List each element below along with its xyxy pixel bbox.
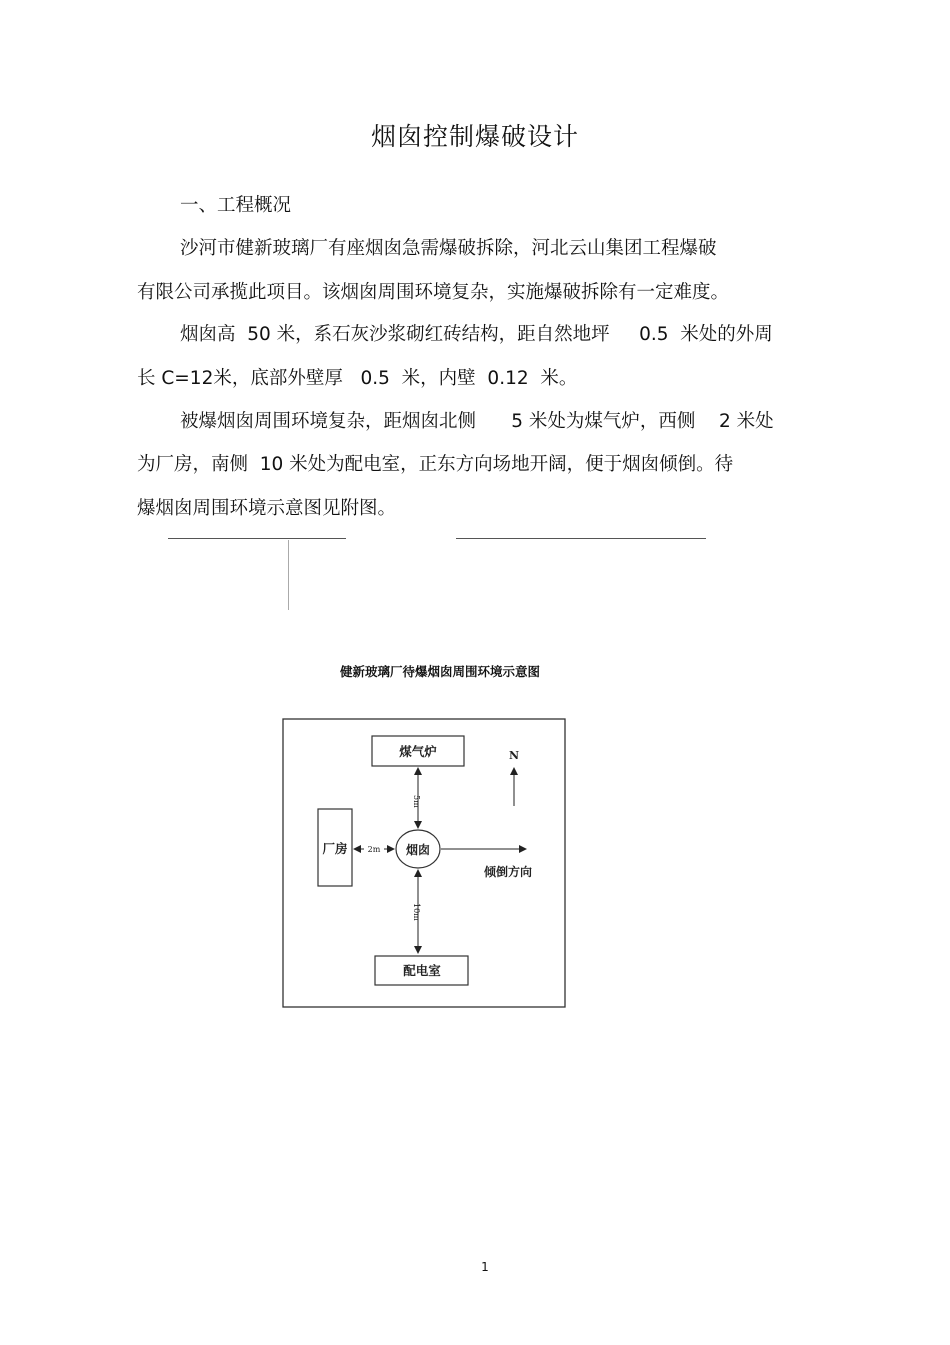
north-distance-label: 5m xyxy=(412,795,421,808)
paragraph-2-line-2: 长 C=12米，底部外壁厚 0.5 米，内壁 0.12 米。 xyxy=(137,368,578,389)
chimney-label: 烟囱 xyxy=(405,843,431,857)
page-number: 1 xyxy=(481,1260,489,1274)
paragraph-2-line-1: 烟囱高 50 米，系石灰沙浆砌红砖结构，距自然地坪 0.5 米处的外周 xyxy=(180,324,773,345)
gas-furnace-label: 煤气炉 xyxy=(399,744,437,759)
paragraph-3-line-3: 爆烟囱周围环境示意图见附图。 xyxy=(137,498,397,519)
west-distance-label: 2m xyxy=(367,845,381,854)
paragraph-3-line-2: 为厂房，南侧 10 米处为配电室，正东方向场地开阔，便于烟囱倾倒。待 xyxy=(137,454,734,475)
section-heading: 一、工程概况 xyxy=(180,195,292,216)
north-arrow-label: N xyxy=(508,749,520,762)
paragraph-3-line-1: 被爆烟囱周围环境复杂，距烟囱北侧 5 米处为煤气炉，西侧 2 米处 xyxy=(180,411,774,432)
factory-label: 厂房 xyxy=(322,841,348,856)
fall-direction-label: 倾倒方向 xyxy=(483,865,533,879)
paragraph-1-line-1: 沙河市健新玻璃厂有座烟囱急需爆破拆除，河北云山集团工程爆破 xyxy=(180,238,717,259)
power-room-label: 配电室 xyxy=(403,963,441,978)
paragraph-1-line-2: 有限公司承揽此项目。该烟囱周围环境复杂，实施爆破拆除有一定难度。 xyxy=(137,282,730,303)
south-distance-label: 10m xyxy=(412,903,421,921)
figure-title: 健新玻璃厂待爆烟囱周围环境示意图 xyxy=(339,664,540,679)
document-title: 烟囱控制爆破设计 xyxy=(370,122,579,151)
